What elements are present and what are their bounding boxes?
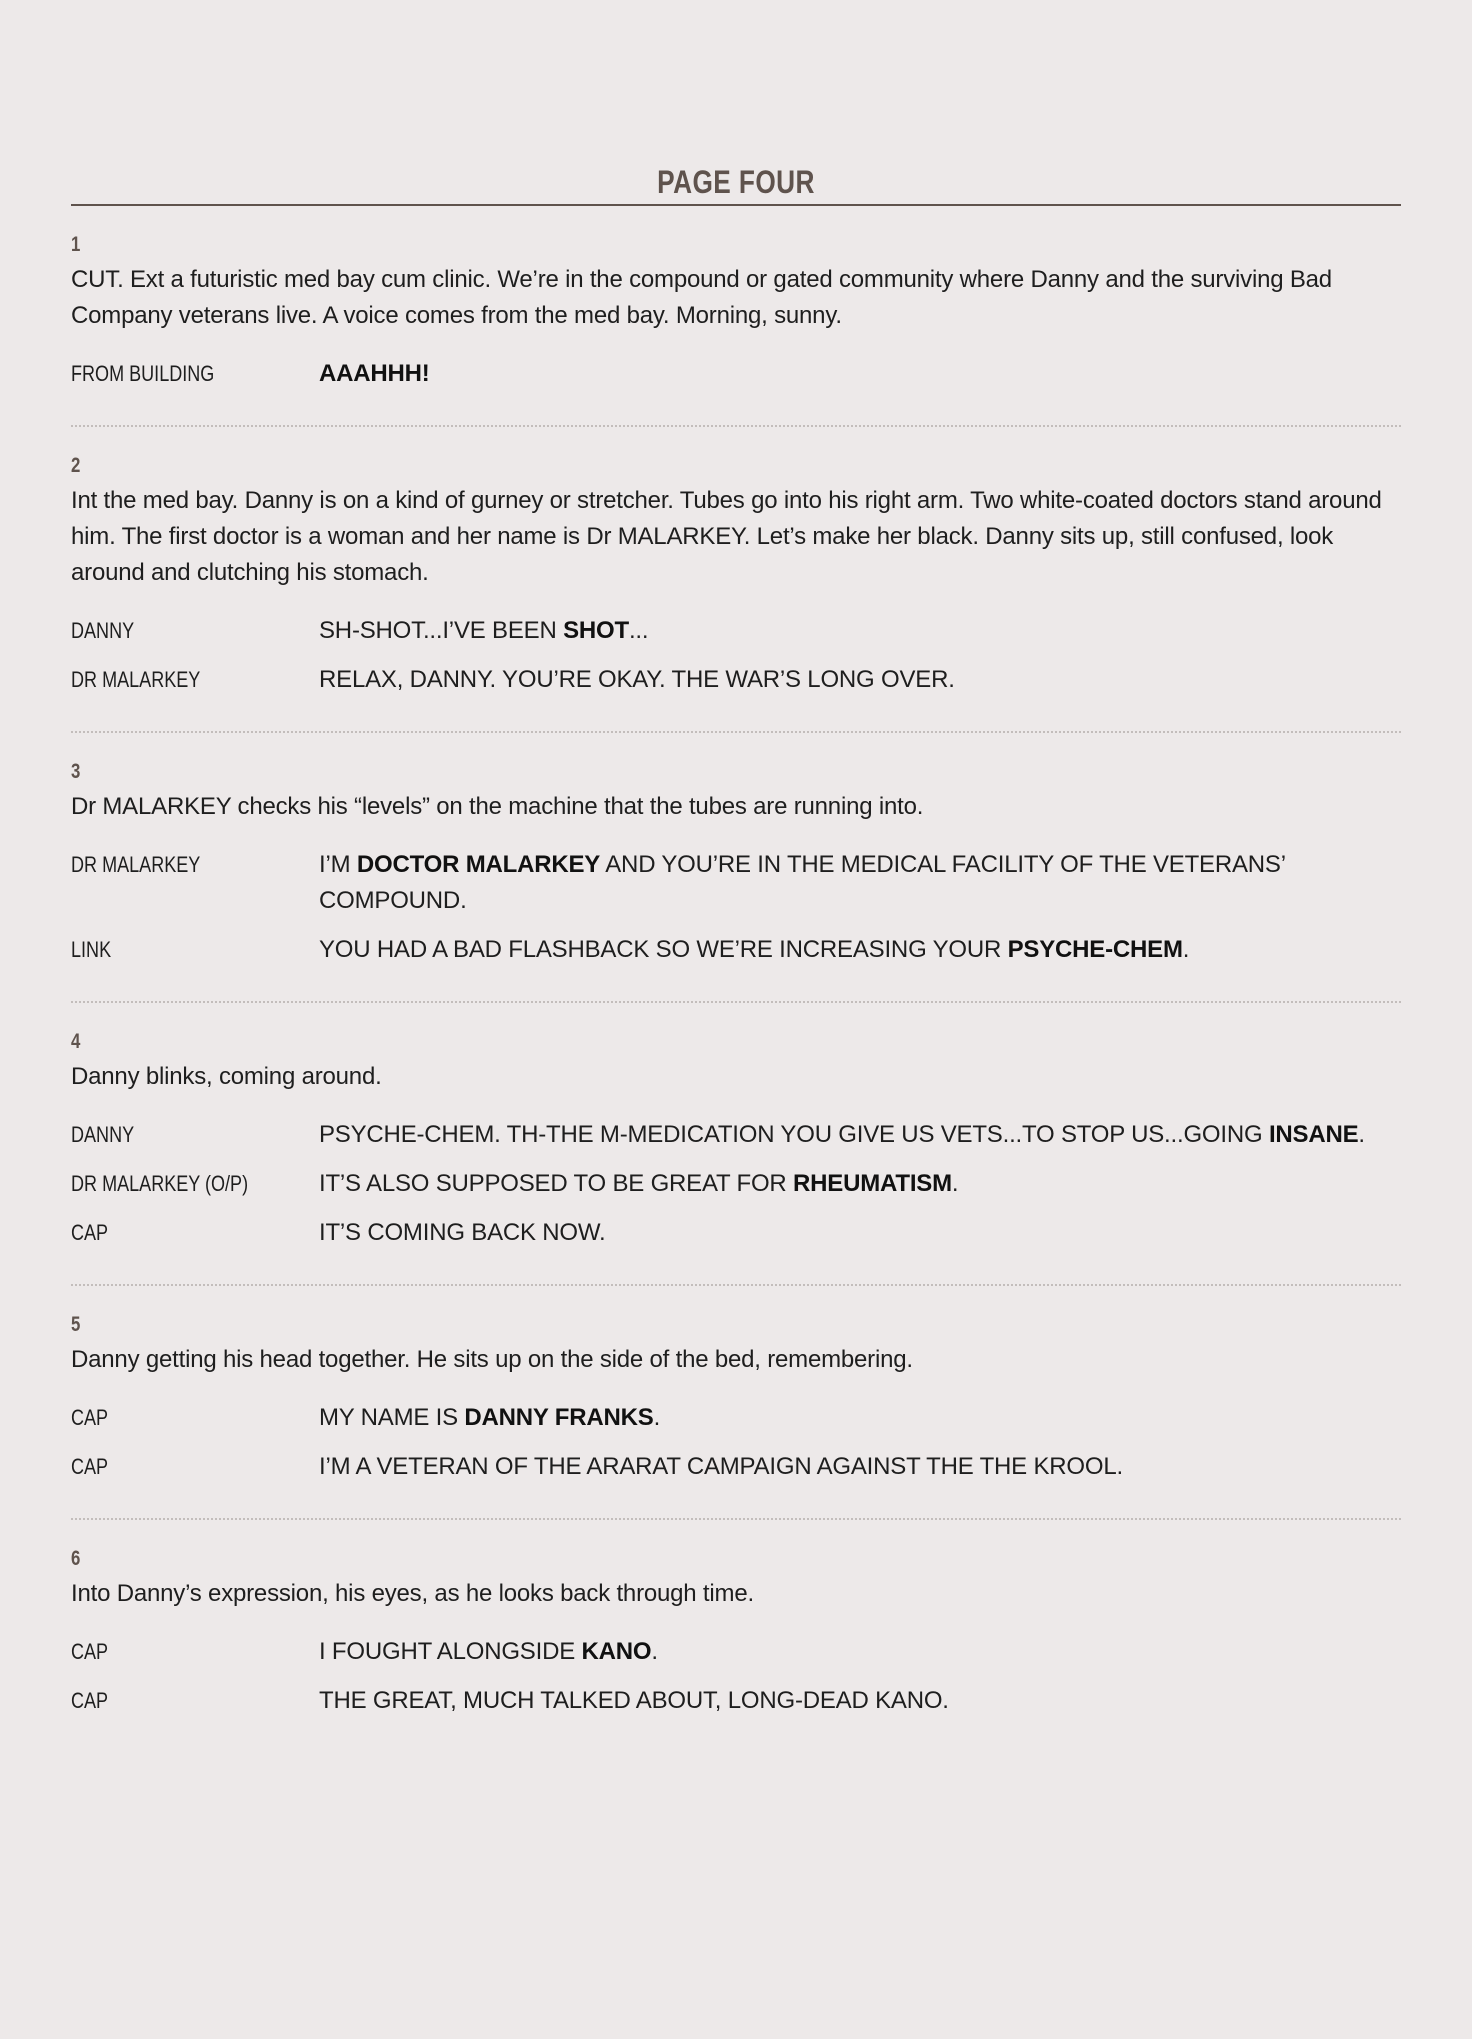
script-page [71, 160, 1401, 1752]
dialogue-emphasis: AAAHHH! [319, 360, 430, 387]
panel-description: CUT. Ext a futuristic med bay cum clinic. We’re in the compound or gated community where Danny and the surviving Bad Company veterans live. A voice comes from the med bay. Morning, sunny. [71, 266, 1332, 329]
dialogue-text: IT’S COMING BACK NOW. [319, 1219, 606, 1246]
dialogue-emphasis: DOCTOR MALARKEY [356, 851, 601, 878]
dialogue-line [71, 1166, 1401, 1202]
dialogue-emphasis: INSANE [1268, 1121, 1359, 1148]
dialogue-text: THE GREAT, MUCH TALKED ABOUT, LONG-DEAD KANO. [319, 1687, 949, 1714]
dialogue-text: I’M A VETERAN OF THE ARARAT CAMPAIGN AGAINST THE THE KROOL. [319, 1453, 1123, 1480]
dialogue-line [71, 1215, 1401, 1251]
speaker-name: CAP [71, 1688, 109, 1713]
panel-number: 1 [71, 233, 81, 256]
speaker-name: DANNY [71, 1122, 135, 1147]
panel-description: Int the med bay. Danny is on a kind of gurney or stretcher. Tubes go into his right arm. Two white-coated doctors stand around him. The first doctor is a woman and her name is Dr MALARKEY. Let’s make her black. Danny sits up, still confused, look around and clutching his stomach. [71, 487, 1382, 586]
panel-description: Danny getting his head together. He sits up on the side of the bed, remembering. [71, 1346, 913, 1373]
dialogue-text: PSYCHE-CHEM. TH-THE M-MEDICATION YOU GIVE US VETS...TO STOP US...GOING INSANE. [319, 1121, 1365, 1148]
speaker-name: DANNY [71, 618, 135, 643]
panel-number: 3 [71, 760, 81, 783]
panel-number: 2 [71, 454, 81, 477]
dialogue-line [71, 613, 1401, 649]
panel-5 [71, 1286, 1401, 1520]
speaker-name: CAP [71, 1405, 109, 1430]
panel-3 [71, 733, 1401, 1003]
dialogue-text: YOU HAD A BAD FLASHBACK SO WE’RE INCREASING YOUR PSYCHE-CHEM. [319, 936, 1190, 963]
panel-description: Into Danny’s expression, his eyes, as he looks back through time. [71, 1580, 754, 1607]
dialogue-emphasis: DANNY FRANKS [464, 1404, 654, 1431]
dialogue-text: MY NAME IS DANNY FRANKS. [319, 1404, 661, 1431]
dialogue-text: I FOUGHT ALONGSIDE KANO. [319, 1638, 658, 1665]
panel-4 [71, 1003, 1401, 1286]
panel-number: 4 [71, 1030, 81, 1053]
speaker-name: CAP [71, 1639, 109, 1664]
panel-description: Dr MALARKEY checks his “levels” on the machine that the tubes are running into. [71, 793, 924, 820]
dialogue-line [71, 847, 1401, 919]
dialogue-text: RELAX, DANNY. YOU’RE OKAY. THE WAR’S LONG OVER. [319, 666, 955, 693]
dialogue-line [71, 1400, 1401, 1436]
dialogue-line [71, 932, 1401, 968]
dialogue-text: I’M DOCTOR MALARKEY AND YOU’RE IN THE MEDICAL FACILITY OF THE VETERANS’ COMPOUND. [319, 851, 1285, 914]
speaker-name: CAP [71, 1454, 109, 1479]
speaker-name: CAP [71, 1220, 109, 1245]
dialogue-emphasis: RHEUMATISM [793, 1170, 952, 1197]
dialogue-emphasis: PSYCHE-CHEM [1007, 936, 1183, 963]
dialogue-emphasis: KANO [581, 1638, 652, 1665]
panel-number: 5 [71, 1313, 81, 1336]
panel-2 [71, 427, 1401, 733]
dialogue-line [71, 356, 1401, 392]
speaker-name: FROM BUILDING [71, 361, 215, 386]
panel-1 [71, 206, 1401, 427]
page-title: PAGE FOUR [657, 164, 815, 200]
panel-number: 6 [71, 1547, 81, 1570]
speaker-name: LINK [71, 937, 112, 962]
dialogue-text: IT’S ALSO SUPPOSED TO BE GREAT FOR RHEUMATISM. [319, 1170, 959, 1197]
dialogue-text [319, 356, 1401, 392]
dialogue-line [71, 1449, 1401, 1485]
dialogue-line [71, 1683, 1401, 1719]
dialogue-line [71, 662, 1401, 698]
dialogue-line [71, 1117, 1401, 1153]
dialogue-line [71, 1634, 1401, 1670]
panel-6 [71, 1520, 1401, 1752]
speaker-name: DR MALARKEY [71, 667, 201, 692]
dialogue-emphasis: SHOT [563, 617, 629, 644]
dialogue-text: SH-SHOT...I’VE BEEN SHOT... [319, 617, 649, 644]
panel-description: Danny blinks, coming around. [71, 1063, 382, 1090]
speaker-name: DR MALARKEY (O/P) [71, 1171, 249, 1196]
speaker-name: DR MALARKEY [71, 852, 201, 877]
